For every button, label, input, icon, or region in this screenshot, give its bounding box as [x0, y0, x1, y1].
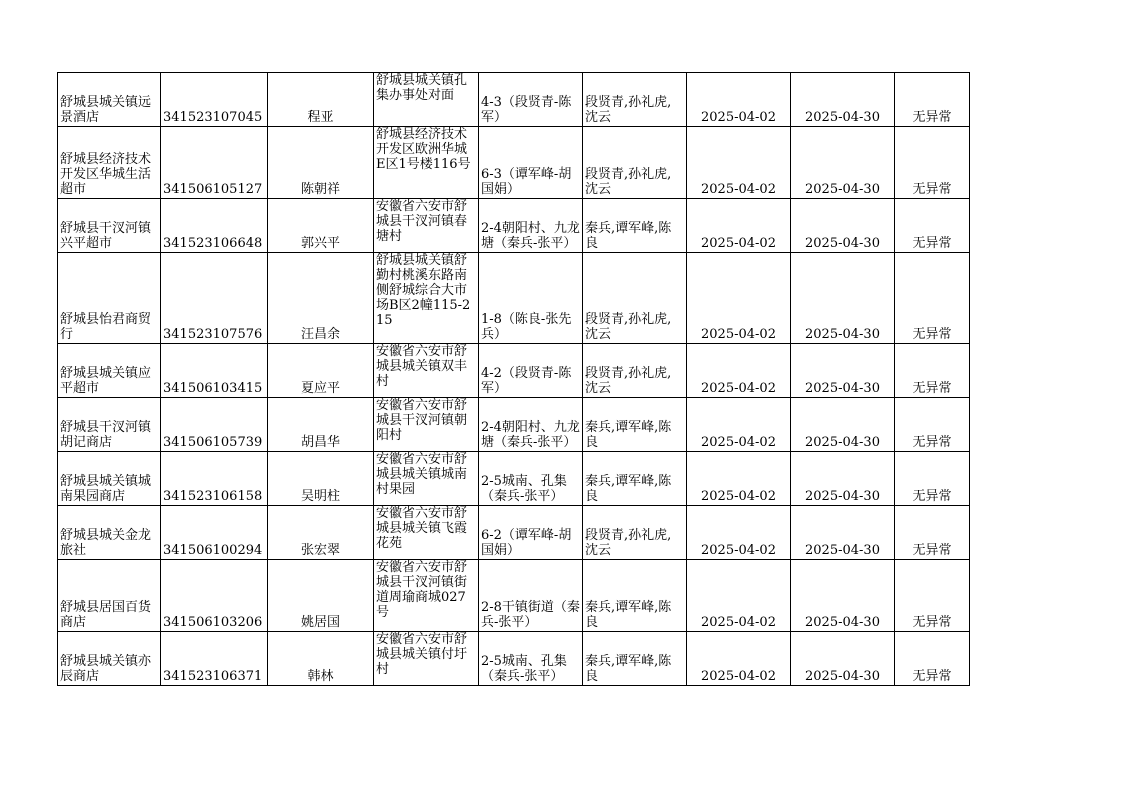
cell-grid: 6-2（谭军峰-胡国娟） [479, 506, 583, 560]
cell-license-code: 341523107576 [161, 253, 268, 344]
cell-address: 安徽省六安市舒城县城关镇付圩村 [374, 632, 479, 686]
cell-staff: 秦兵,谭军峰,陈良 [583, 398, 687, 452]
cell-person: 程亚 [268, 73, 374, 127]
cell-address: 安徽省六安市舒城县干汊河镇春塘村 [374, 199, 479, 253]
cell-start-date: 2025-04-02 [687, 560, 791, 632]
cell-result: 无异常 [895, 253, 970, 344]
cell-license-code: 341523107045 [161, 73, 268, 127]
cell-staff: 秦兵,谭军峰,陈良 [583, 632, 687, 686]
cell-result: 无异常 [895, 73, 970, 127]
cell-staff: 段贤青,孙礼虎,沈云 [583, 253, 687, 344]
cell-end-date: 2025-04-30 [791, 199, 895, 253]
table-row [58, 506, 970, 560]
cell-address: 安徽省六安市舒城县干汊河镇朝阳村 [374, 398, 479, 452]
inspection-table [57, 72, 970, 686]
cell-start-date: 2025-04-02 [687, 127, 791, 199]
table-row [58, 73, 970, 127]
cell-staff: 秦兵,谭军峰,陈良 [583, 452, 687, 506]
cell-start-date: 2025-04-02 [687, 452, 791, 506]
cell-start-date: 2025-04-02 [687, 73, 791, 127]
cell-license-code: 341506100294 [161, 506, 268, 560]
cell-person: 张宏翠 [268, 506, 374, 560]
cell-grid: 2-5城南、孔集（秦兵-张平） [479, 632, 583, 686]
cell-start-date: 2025-04-02 [687, 344, 791, 398]
cell-license-code: 341523106648 [161, 199, 268, 253]
cell-grid: 6-3（谭军峰-胡国娟） [479, 127, 583, 199]
cell-end-date: 2025-04-30 [791, 398, 895, 452]
cell-license-code: 341506103415 [161, 344, 268, 398]
cell-end-date: 2025-04-30 [791, 506, 895, 560]
cell-person: 胡昌华 [268, 398, 374, 452]
cell-license-code: 341506103206 [161, 560, 268, 632]
cell-result: 无异常 [895, 506, 970, 560]
cell-person: 汪昌余 [268, 253, 374, 344]
table-row [58, 398, 970, 452]
cell-end-date: 2025-04-30 [791, 344, 895, 398]
cell-start-date: 2025-04-02 [687, 199, 791, 253]
cell-address: 安徽省六安市舒城县城关镇城南村果园 [374, 452, 479, 506]
cell-staff: 秦兵,谭军峰,陈良 [583, 199, 687, 253]
cell-address: 舒城县城关镇孔集办事处对面 [374, 73, 479, 127]
table-row [58, 253, 970, 344]
cell-grid: 2-4朝阳村、九龙塘（秦兵-张平） [479, 398, 583, 452]
spreadsheet-page [57, 72, 965, 686]
cell-end-date: 2025-04-30 [791, 452, 895, 506]
cell-name: 舒城县城关镇亦辰商店 [58, 632, 161, 686]
table-row [58, 452, 970, 506]
cell-name: 舒城县经济技术开发区华城生活超市 [58, 127, 161, 199]
cell-person: 陈朝祥 [268, 127, 374, 199]
table-row [58, 344, 970, 398]
cell-name: 舒城县怡君商贸行 [58, 253, 161, 344]
cell-start-date: 2025-04-02 [687, 398, 791, 452]
table-row [58, 632, 970, 686]
cell-person: 韩林 [268, 632, 374, 686]
cell-staff: 段贤青,孙礼虎,沈云 [583, 344, 687, 398]
cell-address: 安徽省六安市舒城县城关镇双丰村 [374, 344, 479, 398]
cell-address: 安徽省六安市舒城县城关镇飞霞花苑 [374, 506, 479, 560]
cell-staff: 段贤青,孙礼虎,沈云 [583, 73, 687, 127]
cell-staff: 秦兵,谭军峰,陈良 [583, 560, 687, 632]
cell-license-code: 341523106371 [161, 632, 268, 686]
cell-license-code: 341506105739 [161, 398, 268, 452]
cell-grid: 4-2（段贤青-陈军） [479, 344, 583, 398]
table-row [58, 560, 970, 632]
cell-result: 无异常 [895, 398, 970, 452]
cell-person: 郭兴平 [268, 199, 374, 253]
cell-name: 舒城县城关金龙旅社 [58, 506, 161, 560]
cell-grid: 2-5城南、孔集（秦兵-张平） [479, 452, 583, 506]
table-row [58, 199, 970, 253]
cell-result: 无异常 [895, 344, 970, 398]
cell-result: 无异常 [895, 199, 970, 253]
cell-result: 无异常 [895, 632, 970, 686]
cell-staff: 段贤青,孙礼虎,沈云 [583, 127, 687, 199]
cell-address: 舒城县经济技术开发区欧洲华城E区1号楼116号 [374, 127, 479, 199]
cell-end-date: 2025-04-30 [791, 632, 895, 686]
cell-address: 舒城县城关镇舒勤村桃溪东路南侧舒城综合大市场B区2幢115-215 [374, 253, 479, 344]
cell-name: 舒城县干汊河镇兴平超市 [58, 199, 161, 253]
cell-person: 吴明柱 [268, 452, 374, 506]
cell-name: 舒城县城关镇应平超市 [58, 344, 161, 398]
cell-start-date: 2025-04-02 [687, 506, 791, 560]
cell-address: 安徽省六安市舒城县干汊河镇街道周瑜商城027号 [374, 560, 479, 632]
cell-name: 舒城县城关镇城南果园商店 [58, 452, 161, 506]
cell-staff: 段贤青,孙礼虎,沈云 [583, 506, 687, 560]
cell-person: 姚居国 [268, 560, 374, 632]
cell-license-code: 341506105127 [161, 127, 268, 199]
cell-license-code: 341523106158 [161, 452, 268, 506]
cell-end-date: 2025-04-30 [791, 127, 895, 199]
cell-result: 无异常 [895, 127, 970, 199]
cell-end-date: 2025-04-30 [791, 560, 895, 632]
cell-end-date: 2025-04-30 [791, 253, 895, 344]
cell-grid: 2-8干镇街道（秦兵-张平） [479, 560, 583, 632]
cell-start-date: 2025-04-02 [687, 253, 791, 344]
cell-result: 无异常 [895, 560, 970, 632]
cell-result: 无异常 [895, 452, 970, 506]
cell-grid: 4-3（段贤青-陈军） [479, 73, 583, 127]
cell-end-date: 2025-04-30 [791, 73, 895, 127]
cell-start-date: 2025-04-02 [687, 632, 791, 686]
cell-person: 夏应平 [268, 344, 374, 398]
cell-grid: 1-8（陈良-张先兵） [479, 253, 583, 344]
cell-name: 舒城县干汊河镇胡记商店 [58, 398, 161, 452]
cell-name: 舒城县居国百货商店 [58, 560, 161, 632]
table-row [58, 127, 970, 199]
cell-grid: 2-4朝阳村、九龙塘（秦兵-张平） [479, 199, 583, 253]
cell-name: 舒城县城关镇远景酒店 [58, 73, 161, 127]
